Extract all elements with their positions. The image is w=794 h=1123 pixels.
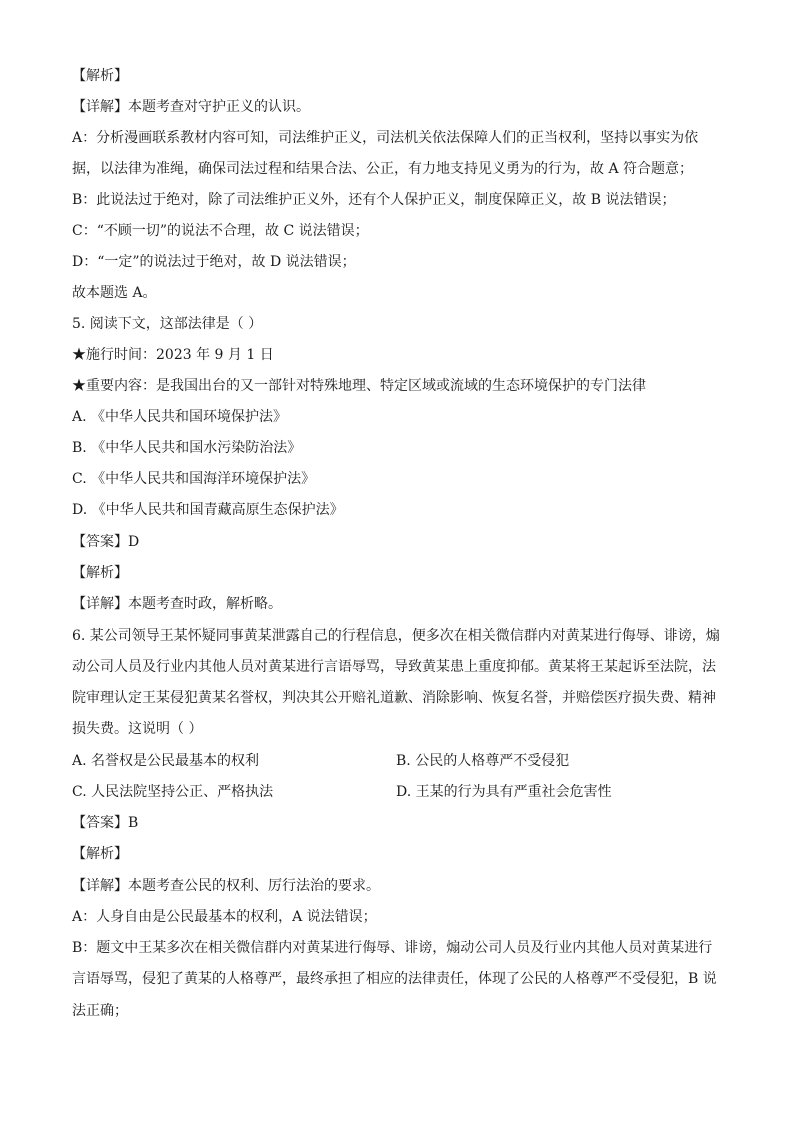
question-6-options-row1	[72, 751, 722, 771]
question-6-detail: 【详解】本题考查公民的权利、厉行法治的要求。	[72, 878, 380, 894]
question-5-option-b: B. 《中华人民共和国水污染防治法》	[72, 440, 302, 456]
question-6-option-d: D. 王某的行为具有严重社会危害性	[396, 784, 612, 800]
question-6-option-a-explanation: A：人身自由是公民最基本的权利，A 说法错误；	[72, 909, 377, 925]
conclusion-text: 故本题选 A。	[72, 285, 157, 301]
question-5-info-content: ★重要内容：是我国出台的又一部针对特殊地理、特定区域或流域的生态环境保护的专门法律	[72, 378, 646, 394]
option-a-explanation-line1: A：分析漫画联系教材内容可知，司法维护正义，司法机关依法保障人们的正当权利，坚持以事实为依	[72, 130, 699, 146]
question-5-option-c: C. 《中华人民共和国海洋环境保护法》	[72, 471, 316, 487]
question-6-option-b-explanation-line3: 法正确；	[72, 1003, 128, 1019]
question-5-stem: 5. 阅读下文，这部法律是（ ）	[72, 316, 263, 332]
question-6-analysis-heading: 【解析】	[72, 846, 128, 862]
question-6-stem-line2: 动公司人员及行业内其他人员对黄某进行言语辱骂，导致黄某患上重度抑郁。黄某将王某起诉至法院，法	[72, 659, 716, 675]
question-6-answer: 【答案】B	[72, 815, 139, 831]
question-6-option-c: C. 人民法院坚持公正、严格执法	[72, 784, 274, 800]
question-5-detail: 【详解】本题考查时政，解析略。	[72, 596, 282, 612]
analysis-heading: 【解析】	[72, 68, 128, 84]
question-5-answer: 【答案】D	[72, 534, 140, 550]
question-6-options-row2	[72, 782, 722, 802]
question-6-option-b: B. 公民的人格尊严不受侵犯	[396, 753, 570, 769]
question-6-option-a: A. 名誉权是公民最基本的权利	[72, 753, 260, 769]
question-5-option-d: D. 《中华人民共和国青藏高原生态保护法》	[72, 502, 344, 518]
question-5-analysis-heading: 【解析】	[72, 565, 128, 581]
detail-text: 【详解】本题考查对守护正义的认识。	[72, 99, 310, 115]
option-a-explanation-line2: 据，以法律为准绳，确保司法过程和结果合法、公正，有力地支持见义勇为的行为，故 A 符合题意；	[72, 161, 694, 177]
question-5-option-a: A. 《中华人民共和国环境保护法》	[72, 409, 288, 425]
option-c-explanation: C：“不顾一切”的说法不合理，故 C 说法错误；	[72, 223, 369, 239]
question-6-option-b-explanation-line2: 言语辱骂，侵犯了黄某的人格尊严，最终承担了相应的法律责任，体现了公民的人格尊严不受侵犯，B 说	[72, 971, 717, 987]
question-6-stem-line1: 6. 某公司领导王某怀疑同事黄某泄露自己的行程信息，便多次在相关微信群内对黄某进行侮辱、诽谤，煽	[72, 628, 720, 644]
question-6-option-b-explanation-line1: B：题文中王某多次在相关微信群内对黄某进行侮辱、诽谤，煽动公司人员及行业内其他人员对黄某进行	[72, 940, 713, 956]
option-b-explanation: B：此说法过于绝对，除了司法维护正义外，还有个人保护正义，制度保障正义，故 B 说法错误；	[72, 192, 676, 208]
question-6-stem-line4: 损失费。这说明（ ）	[72, 721, 203, 737]
question-5-info-date: ★施行时间：2023 年 9 月 1 日	[72, 347, 274, 363]
question-6-stem-line3: 院审理认定王某侵犯黄某名誉权，判决其公开赔礼道歉、消除影响、恢复名誉，并赔偿医疗损失费、精神	[72, 690, 716, 706]
option-d-explanation: D：“一定”的说法过于绝对，故 D 说法错误；	[72, 254, 356, 270]
